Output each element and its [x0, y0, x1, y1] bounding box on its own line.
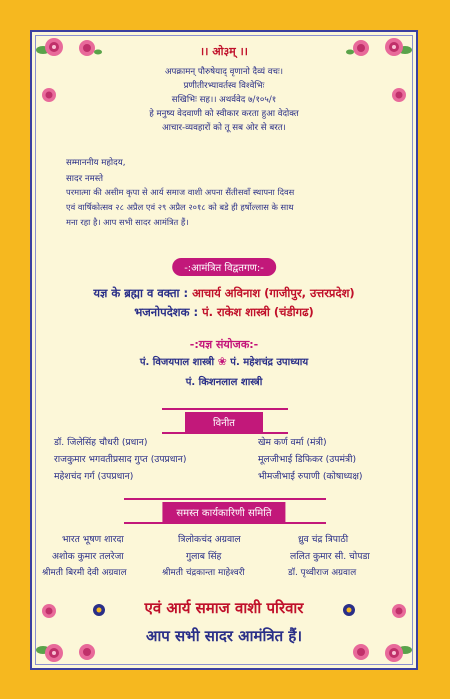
letter-body-line-3: मना रहा है। आप सभी सादर आमंत्रित हैं।	[66, 217, 189, 227]
committee-member: डॉ. पृथ्वीराज अग्रवाल	[288, 568, 357, 578]
footer-invite-line: आप सभी सादर आमंत्रित हैं।	[145, 627, 303, 645]
guest-1-name: आचार्य अविनाश (गाजीपुर, उत्तरप्रदेश)	[192, 286, 355, 300]
salutation: सम्माननीय महोदय,	[66, 158, 126, 168]
footer-family-line: एवं आर्य समाज वाशी परिवार	[144, 599, 304, 617]
vineet-member: मूलजीभाई डिफिकर (उपमंत्री)	[258, 454, 357, 465]
mantra-line-5: आचार-व्यवहारों को तू सब ओर से बरत।	[162, 123, 286, 133]
vineet-member: भीमजीभाई रुपाणी (कोषाध्यक्ष)	[258, 471, 363, 482]
committee-member: ललित कुमार सी. चोपडा	[290, 551, 370, 562]
divider-line-bottom-2	[124, 522, 326, 524]
letter-body-line-1: परमात्मा की असीम कृपा से आर्य समाज वाशी अपना सैंतीसवाँ स्थापना दिवस	[66, 187, 295, 197]
committee-member: अशोक कुमार तलरेजा	[52, 551, 124, 562]
invitation-card	[30, 30, 418, 670]
committee-member: भारत भूषण शारदा	[62, 534, 124, 545]
vineet-member: डॉ. जिलेसिंह चौधरी (प्रधान)	[54, 437, 148, 448]
guest-line-1	[32, 286, 416, 301]
mantra-line-1: अपक्रामन् पौरुषेयाद् वृणानो दैव्यं वचः।	[164, 67, 284, 77]
convener-1: पं. विजयपाल शास्त्री	[139, 357, 215, 368]
flower-icon-right	[342, 603, 356, 617]
letter-body-line-2: एवं वार्षिकोत्सव २८ अप्रैल एवं २९ अप्रैल २०१८ को बडे ही हर्षोल्लास के साथ	[66, 202, 294, 212]
convener-3: पं. किशनलाल शास्त्री	[185, 377, 263, 388]
divider-line-top	[162, 408, 288, 410]
mantra-line-3: सखिभिः सह।। अथर्ववेद ७/१०५/१	[171, 95, 277, 105]
flower-icon: ❀	[217, 355, 227, 368]
conveners-line-1	[32, 354, 416, 368]
om-heading: ।। ओ३म् ।।	[200, 45, 248, 58]
guest-line-2	[32, 305, 416, 320]
committee-heading-badge: समस्त कार्यकारिणी समिति	[162, 502, 285, 522]
committee-member: श्रीमती चंद्रकान्ता माहेश्वरी	[162, 568, 245, 578]
committee-member: श्रीमती बिरमी देवी अग्रवाल	[42, 568, 127, 578]
committee-member: ध्रुव चंद्र त्रिपाठी	[298, 534, 349, 545]
guests-heading-badge: -:आमंत्रित विद्वतगण:-	[172, 258, 276, 276]
divider-line-bottom	[162, 432, 288, 434]
vineet-member: महेशचंद गर्ग (उपप्रधान)	[54, 471, 134, 482]
vineet-member: राजकुमार भगवतीप्रसाद गुप्त (उपप्रधान)	[54, 454, 187, 465]
vineet-heading-badge: विनीत	[185, 412, 263, 432]
conveners-heading: -:यज्ञ संयोजक:-	[189, 338, 259, 351]
greeting: सादर नमस्ते	[66, 174, 103, 184]
vineet-member: खेम कर्ण वर्मा (मंत्री)	[258, 437, 327, 448]
guest-1-role: यज्ञ के ब्रह्मा व वक्ता :	[93, 286, 193, 300]
convener-2: पं. महेशचंद्र उपाध्याय	[230, 357, 309, 368]
guest-2-role: भजनोपदेशक :	[134, 305, 203, 319]
mantra-line-2: प्रणीतीरभ्यावर्तस्व विश्वेभिः	[183, 81, 265, 91]
guest-2-name: पं. राकेश शास्त्री (चंडीगढ)	[202, 305, 314, 319]
divider-line-top-2	[124, 498, 326, 500]
mantra-line-4: हे मनुष्य वेदवाणी को स्वीकार करता हुआ वेदोक्त	[149, 109, 299, 119]
committee-member: गुलाब सिंह	[186, 551, 222, 562]
committee-member: त्रिलोकचंद अग्रवाल	[178, 534, 241, 545]
